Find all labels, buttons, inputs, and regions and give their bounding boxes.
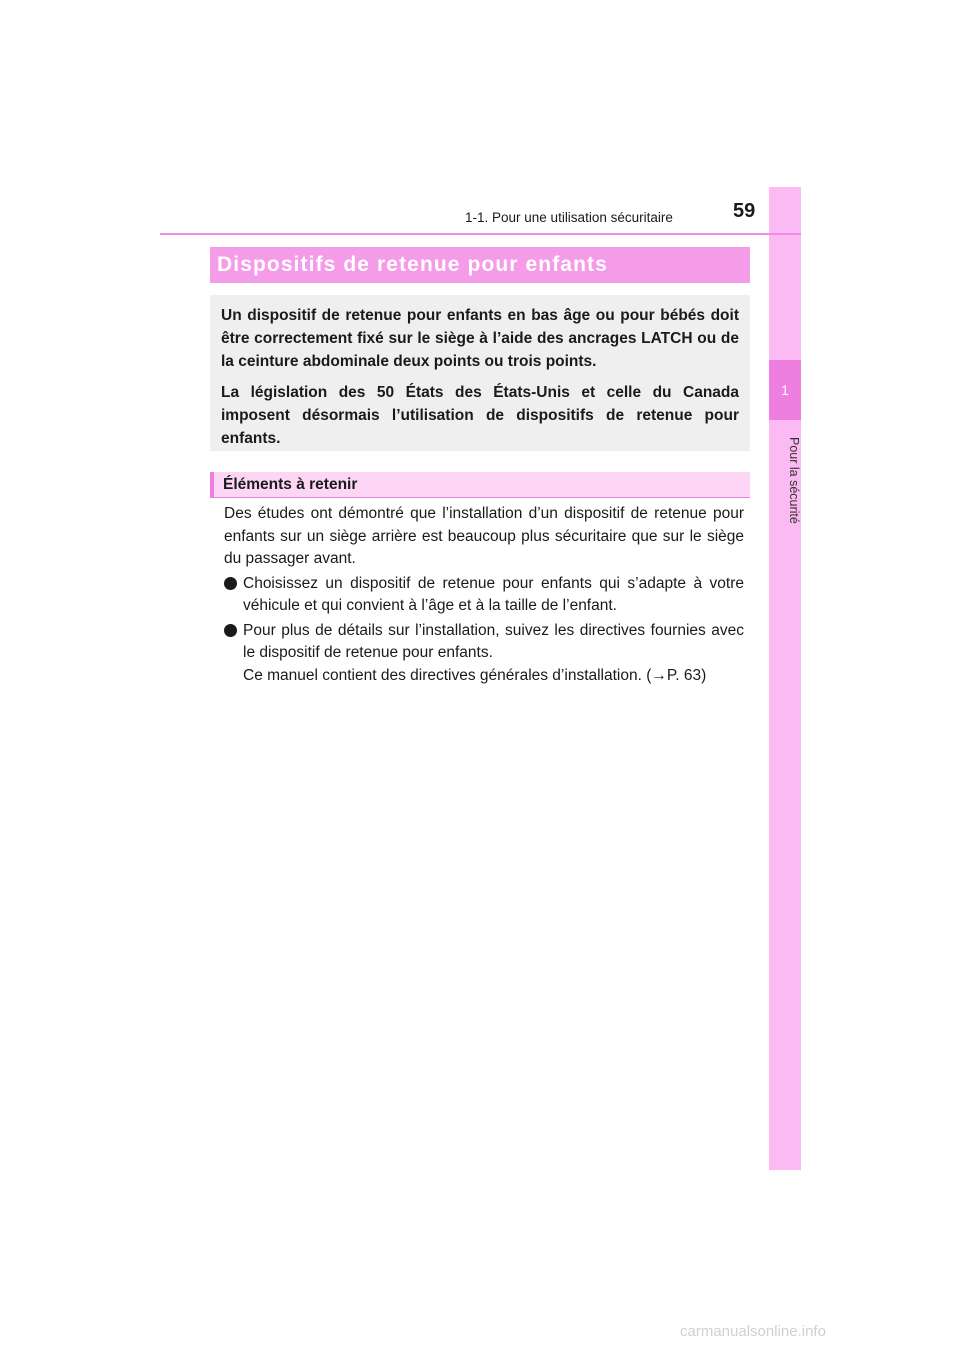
subheading: Éléments à retenir [223, 475, 358, 493]
intro-paragraph: Un dispositif de retenue pour enfants en bas âge ou pour bébés doit être correctement fixé sur le siège à l’aide des ancrages LATCH ou de la ceinture abdominale deux points ou trois points. [221, 307, 739, 370]
intro-box [210, 295, 750, 451]
bullet-text: Pour plus de détails sur l’installation, suivez les directives fournies avec le dispositif de retenue pour enfants. [243, 621, 744, 661]
bullet-item [224, 573, 744, 618]
bullet-text: Choisissez un dispositif de retenue pour enfants qui s’adapte à votre véhicule et qui convient à l’âge et à la taille de l’enfant. [243, 574, 744, 614]
header-divider [160, 233, 801, 235]
bullet-reference: Ce manuel contient des directives générales d’installation. (→P. 63) [243, 666, 707, 684]
body-text [224, 503, 744, 689]
watermark: carmanualsonline.info [680, 1323, 826, 1340]
page-title: Dispositifs de retenue pour enfants [217, 253, 608, 276]
section-heading: 1-1. Pour une utilisation sécuritaire [465, 210, 673, 225]
bullet-dot-icon [224, 577, 237, 590]
bullet-item [224, 620, 744, 688]
title-bar [210, 247, 750, 283]
side-tab [769, 187, 801, 1170]
page-number: 59 [733, 200, 756, 222]
intro-paragraph: La législation des 50 États des États-Unis et celle du Canada imposent désormais l’utilisation de dispositifs de retenue pour enfants. [221, 384, 739, 447]
chapter-label: Pour la sécurité [787, 436, 801, 524]
bullet-dot-icon [224, 624, 237, 637]
chapter-number-tab: 1 [769, 360, 801, 420]
subheading-bar [210, 472, 750, 498]
body-paragraph: Des études ont démontré que l’installation d’un dispositif de retenue pour enfants sur un siège arrière est beaucoup plus sécuritaire que sur le siège du passager avant. [224, 505, 744, 567]
